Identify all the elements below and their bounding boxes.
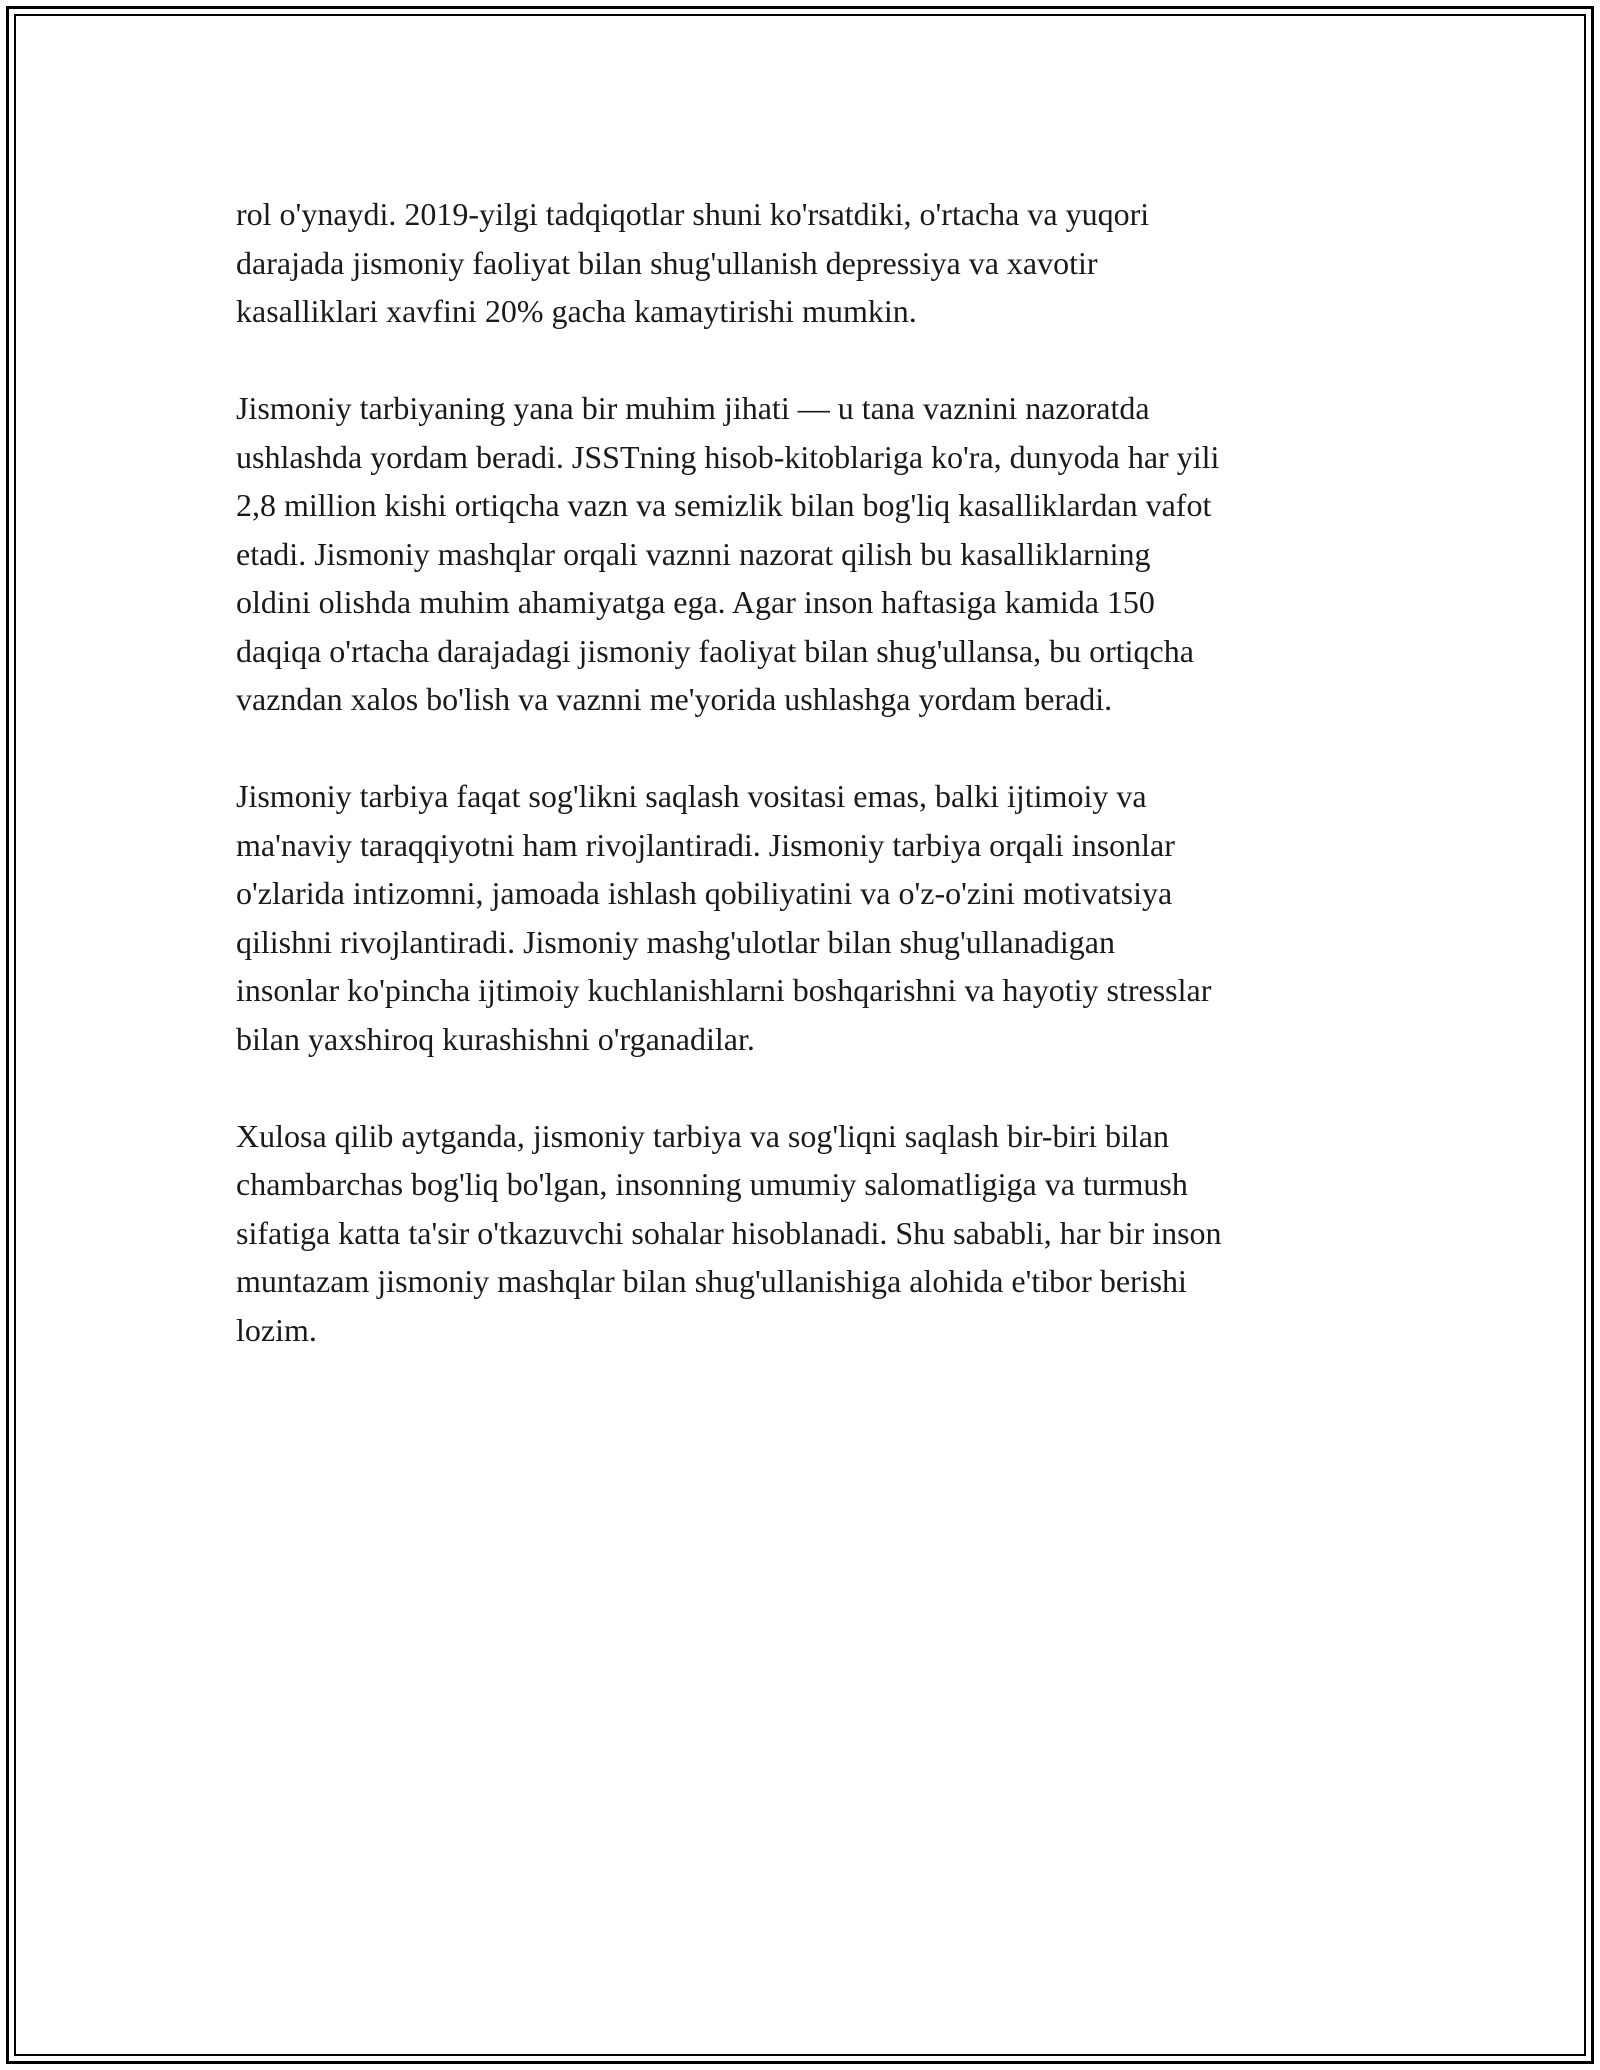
paragraph-4: Xulosa qilib aytganda, jismoniy tarbiya va sog'liqni saqlash bir-biri bilan chambarchas bog'liq bo'lgan, insonning umumiy salomatligiga va turmush sifatiga katta ta'sir o'tkazuvchi sohalar hisoblanadi. Shu sababli, har bir inson muntazam jismoniy mashqlar bilan shug'ullanishiga alohida e'tibor berishi lozim. (236, 1117, 1222, 1348)
paragraph-1: rol o'ynaydi. 2019-yilgi tadqiqotlar shuni ko'rsatdiki, o'rtacha va yuqori darajada jismoniy faoliyat bilan shug'ullanish depressiya va xavotir kasalliklari xavfini 20% gacha kamaytirishi mumkin. (236, 196, 1150, 329)
document-body (236, 190, 1376, 1403)
paragraph-2: Jismoniy tarbiyaning yana bir muhim jihati — u tana vaznini nazoratda ushlashda yordam beradi. JSSTning hisob-kitoblariga ko'ra, dunyoda har yili 2,8 million kishi ortiqcha vazn va semizlik bilan bog'liq kasalliklardan vafot etadi. Jismoniy mashqlar orqali vaznni nazorat qilish bu kasalliklarning oldini olishda muhim ahamiyatga ega. Agar inson haftasiga kamida 150 daqiqa o'rtacha darajadagi jismoniy faoliyat bilan shug'ullansa, bu ortiqcha vazndan xalos bo'lish va vaznni me'yorida ushlashga yordam beradi. (236, 390, 1220, 717)
paragraph-3: Jismoniy tarbiya faqat sog'likni saqlash vositasi emas, balki ijtimoiy va ma'naviy taraqqiyotni ham rivojlantiradi. Jismoniy tarbiya orqali insonlar o'zlarida intizomni, jamoada ishlash qobiliyatini va o'z-o'zini motivatsiya qilishni rivojlantiradi. Jismoniy mashg'ulotlar bilan shug'ullanadigan insonlar ko'pincha ijtimoiy kuchlanishlarni boshqarishni va hayotiy stresslar bilan yaxshiroq kurashishni o'rganadilar. (236, 778, 1212, 1057)
